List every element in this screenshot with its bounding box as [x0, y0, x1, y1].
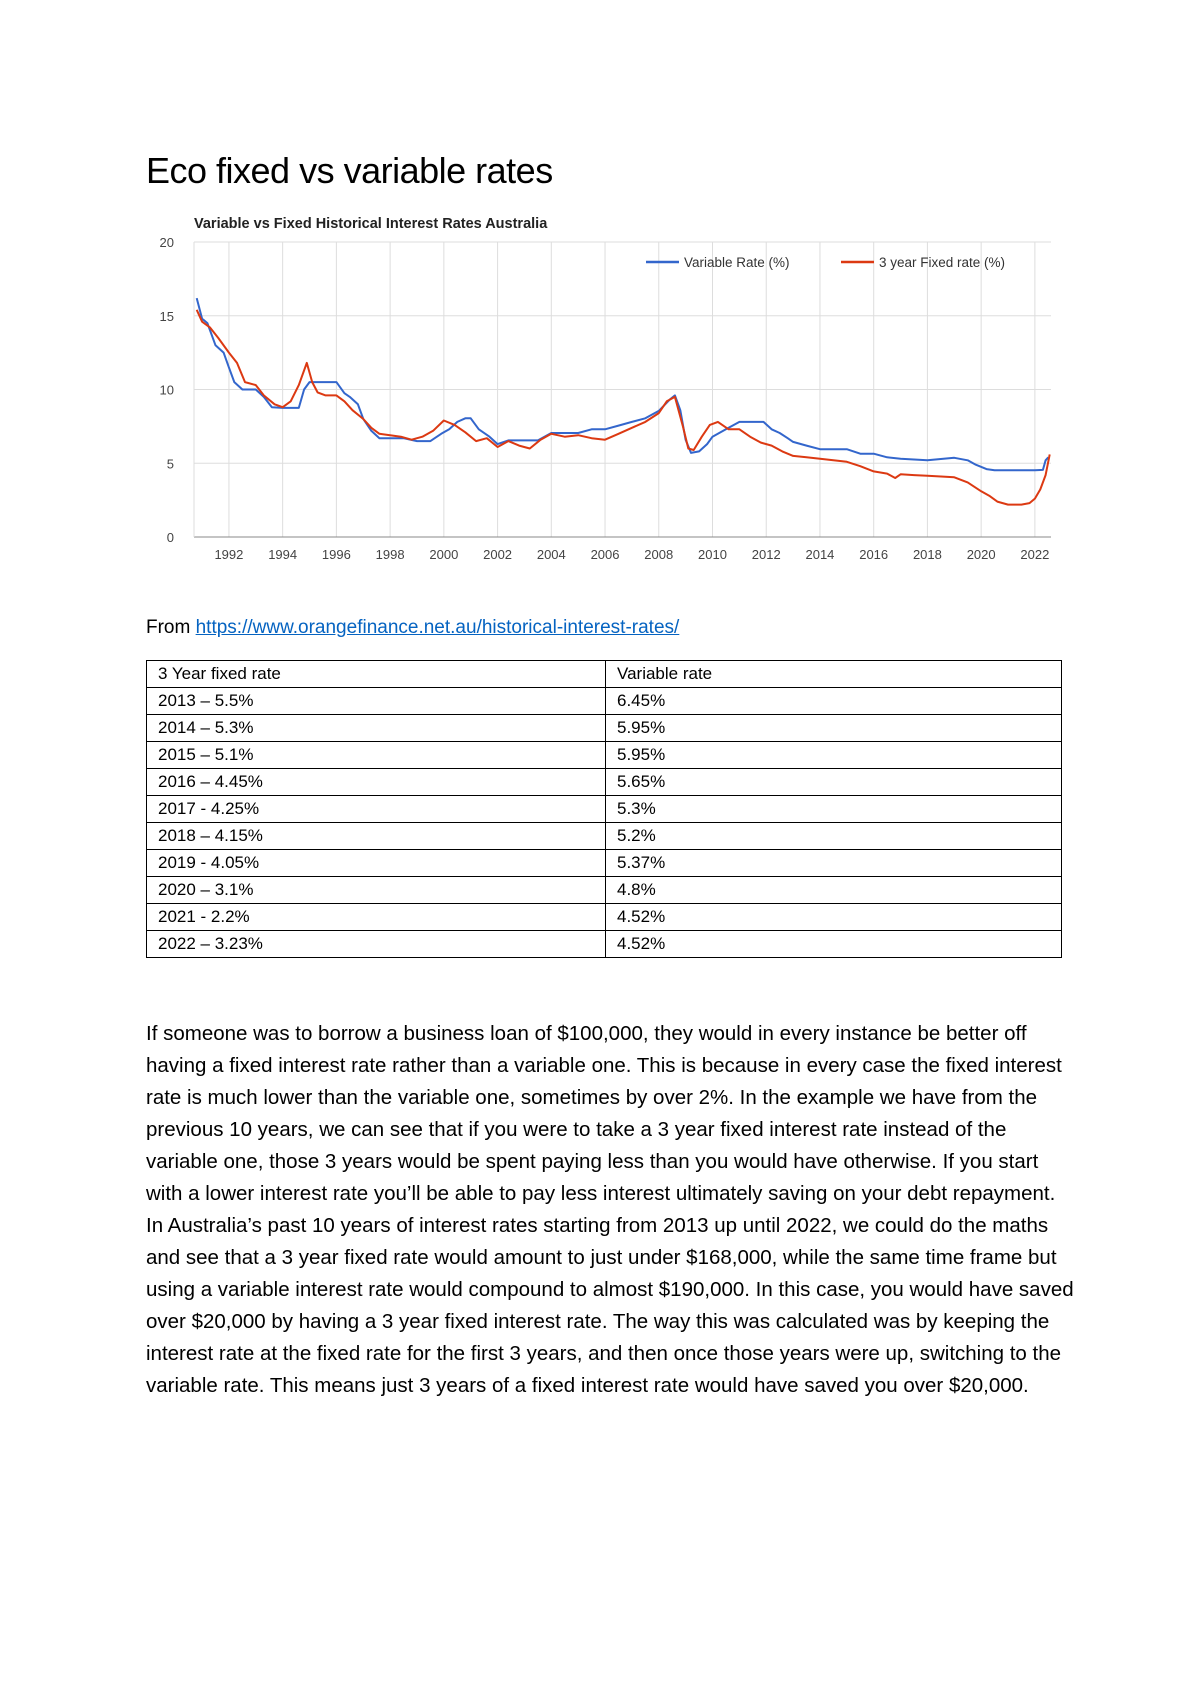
- y-tick-label: 20: [159, 235, 174, 250]
- x-tick-label: 2014: [805, 547, 835, 562]
- variable-rate-cell: 4.8%: [606, 877, 1062, 904]
- table-row: [147, 715, 1062, 742]
- y-tick-label: 0: [166, 530, 174, 545]
- variable-rate-cell: 5.95%: [606, 742, 1062, 769]
- x-tick-label: 2022: [1020, 547, 1050, 562]
- table-row: [147, 904, 1062, 931]
- fixed-rate-cell: 2016 – 4.45%: [147, 769, 606, 796]
- x-tick-label: 2008: [644, 547, 674, 562]
- fixed-rate-cell: 2013 – 5.5%: [147, 688, 606, 715]
- y-tick-label: 5: [166, 456, 174, 472]
- analysis-paragraph: If someone was to borrow a business loan of $100,000, they would in every instance be better off having a fixed interest rate rather than a variable one. This is because in every case the fixed interest rate is much lower than the variable one, sometimes by over 2%. In the example we have from the previous 10 years, we can see that if you were to take a 3 year fixed interest rate instead of the variable one, those 3 years would be spent paying less than you would have otherwise. If you start with a lower interest rate you’ll be able to pay less interest ultimately saving on your debt repayment. In Australia’s past 10 years of interest rates starting from 2013 up until 2022, we could do the maths and see that a 3 year fixed rate would amount to just under $168,000, while the same time frame but using a variable interest rate would compound to almost $190,000. In this case, you would have saved over $20,000 by having a 3 year fixed interest rate. The way this was calculated was by keeping the interest rate at the fixed rate for the first 3 years, and then once those years were up, switching to the variable rate. This means just 3 years of a fixed interest rate would have saved you over $20,000.: [146, 1022, 1074, 1397]
- table-row: [147, 769, 1062, 796]
- legend-label: 3 year Fixed rate (%): [879, 255, 1006, 270]
- x-tick-label: 1994: [268, 547, 298, 562]
- x-tick-label: 1992: [214, 547, 244, 562]
- chart-canvas: [146, 210, 1066, 590]
- x-tick-label: 2000: [429, 547, 459, 562]
- x-tick-label: 2010: [698, 547, 727, 562]
- chart-gridlines: [194, 242, 1051, 537]
- x-tick-label: 2002: [483, 547, 513, 562]
- fixed-rate-cell: 2021 - 2.2%: [147, 904, 606, 931]
- x-tick-label: 2016: [859, 547, 889, 562]
- chart-legend: [646, 255, 1005, 270]
- x-tick-label: 2020: [966, 547, 996, 562]
- fixed-rate-cell: 2019 - 4.05%: [147, 850, 606, 877]
- x-tick-label: 2004: [536, 547, 566, 562]
- variable-rate-cell: 5.65%: [606, 769, 1062, 796]
- table-row: [147, 931, 1062, 958]
- chart-title: Variable vs Fixed Historical Interest Rates Australia: [194, 216, 548, 232]
- table-row: [147, 850, 1062, 877]
- fixed-rate-cell: 2017 - 4.25%: [147, 796, 606, 823]
- x-tick-label: 2006: [590, 547, 620, 562]
- variable-rate-cell: 5.37%: [606, 850, 1062, 877]
- legend-label: Variable Rate (%): [684, 255, 790, 270]
- document-title: Eco fixed vs variable rates: [146, 150, 553, 191]
- y-tick-label: 10: [159, 382, 174, 398]
- source-link[interactable]: https://www.orangefinance.net.au/historical-interest-rates/: [195, 617, 680, 638]
- table-row: [147, 877, 1062, 904]
- fixed-rate-cell: 2018 – 4.15%: [147, 823, 606, 850]
- chart-series: [197, 298, 1050, 505]
- variable-rate-cell: 4.52%: [606, 904, 1062, 931]
- fixed-rate-line: [197, 310, 1050, 505]
- table-header-fixed: 3 Year fixed rate: [147, 661, 606, 688]
- table-header-variable: Variable rate: [606, 661, 1062, 688]
- variable-rate-cell: 6.45%: [606, 688, 1062, 715]
- variable-rate-cell: 4.52%: [606, 931, 1062, 958]
- fixed-rate-cell: 2022 – 3.23%: [147, 931, 606, 958]
- table-row: [147, 688, 1062, 715]
- table-row: [147, 823, 1062, 850]
- interest-rate-chart: [146, 210, 1066, 590]
- variable-rate-line: [197, 298, 1049, 470]
- variable-rate-cell: 5.95%: [606, 715, 1062, 742]
- x-tick-label: 2012: [751, 547, 781, 562]
- rates-table: [146, 660, 1062, 958]
- table-header-row: [147, 661, 1062, 688]
- table-row: [147, 796, 1062, 823]
- source-citation: [146, 617, 679, 639]
- variable-rate-cell: 5.3%: [606, 796, 1062, 823]
- source-prefix: From: [146, 617, 196, 638]
- variable-rate-cell: 5.2%: [606, 823, 1062, 850]
- table-row: [147, 742, 1062, 769]
- fixed-rate-cell: 2015 – 5.1%: [147, 742, 606, 769]
- fixed-rate-cell: 2020 – 3.1%: [147, 877, 606, 904]
- x-tick-label: 1996: [321, 547, 351, 562]
- fixed-rate-cell: 2014 – 5.3%: [147, 715, 606, 742]
- x-tick-label: 2018: [912, 547, 942, 562]
- y-tick-label: 15: [159, 308, 174, 324]
- x-tick-label: 1998: [375, 547, 405, 562]
